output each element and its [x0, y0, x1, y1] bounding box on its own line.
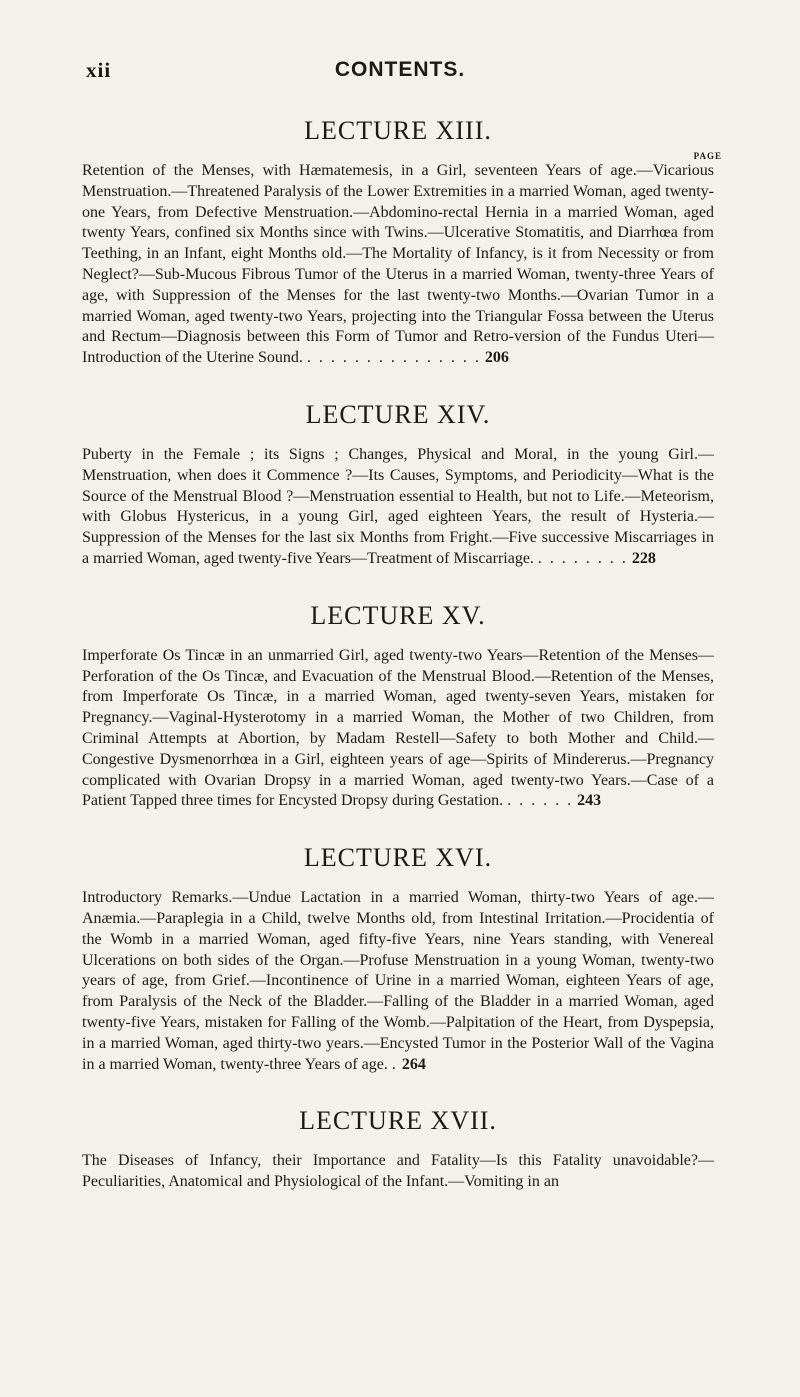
summary-text: Imperforate Os Tincæ in an unmarried Girl, aged twenty-two Years—Retention of the Menses—Perforation of the Os Tincæ, and Evacuation of the Menstrual Blood.—Retention of the Menses, from Imperforate Os Tincæ, in a married Woman, aged twenty-seven Years, mistaken for Pregnancy.—Vaginal-Hysterotomy in a married Woman, the Mother of two Children, from Criminal Attempts at Abortion, by Madam Restell—Safety to both Mother and Child.—Congestive Dysmenorrhœa in a Girl, eighteen years of age—Spirits of Mindererus.—Pregnancy complicated with Ovarian Dropsy in a married Woman, aged twenty-two Years.—Case of a Patient Tapped three times for Encysted Dropsy during Gestation.: [82, 646, 714, 810]
lecture-entry: [82, 399, 714, 570]
lecture-entry: [82, 842, 714, 1075]
running-head: [0, 58, 800, 88]
summary-text: Retention of the Menses, with Hæmatemesis, in a Girl, seventeen Years of age.—Vicarious Menstruation.—Threatened Paralysis of the Lower Extremities in a married Woman, aged twenty-one Years, from Defective Menstruation.—Abdomino-rectal Hernia in a married Woman, aged twenty Years, confined six Months since with Twins.—Ulcerative Stomatitis, and Diarrhœa from Teething, in an Infant, eight Months old.—The Mortality of Infancy, is it from Necessity or from Neglect?—Sub-Mucous Fibrous Tumor of the Uterus in a married Woman, twenty-three Years of age, with Suppression of the Menses for the last twenty-two Months.—Ovarian Tumor in a married Woman, aged twenty-two Years, projecting into the Triangular Fossa between the Uterus and Rectum—Diagnosis between this Form of Tumor and Retro-version of the Fundus Uteri—Introduction of the Uterine Sound.: [82, 162, 714, 367]
page-reference: 206: [484, 349, 509, 367]
lecture-entry: [82, 115, 722, 369]
page-column-label: PAGE: [693, 151, 722, 161]
dot-leader: . . . . . . . . . . . . . . .: [306, 349, 481, 367]
lecture-entry: [82, 600, 714, 812]
dot-leader: .: [391, 1055, 398, 1073]
lecture-heading: LECTURE XIV.: [305, 399, 491, 429]
dot-leader: . . . . . . . .: [537, 549, 628, 567]
lecture-heading: LECTURE XVII.: [299, 1106, 497, 1136]
page-number: xii: [86, 58, 112, 82]
lecture-heading: LECTURE XV.: [310, 600, 486, 630]
lecture-summary: [82, 161, 714, 369]
dot-leader: . . . . . .: [507, 792, 574, 810]
lecture-heading: LECTURE XIII.: [304, 116, 492, 145]
summary-text: Introductory Remarks.—Undue Lactation in a married Woman, thirty-two Years of age.—Anæmia.—Paraplegia in a Child, twelve Months old, from Intestinal Irritation.—Procidentia of the Womb in a married Woman, aged fifty-five Years, nine Years standing, with Venereal Ulcerations on both sides of the Organ.—Profuse Menstruation in a young Woman, twenty-two years of age, from Grief.—Incontinence of Urine in a married Woman, eighteen Years of age, from Paralysis of the Neck of the Bladder.—Falling of the Bladder in a married Woman, aged twenty-five Years, mistaken for Falling of the Womb.—Palpitation of the Heart, from Dyspepsia, in a married Woman, aged thirty-two years.—Encysted Tumor in the Posterior Wall of the Vagina in a married Woman, twenty-three Years of age.: [82, 889, 714, 1073]
page-reference: 243: [577, 792, 602, 810]
lecture-entry: [82, 1105, 714, 1193]
summary-text: Puberty in the Female ; its Signs ; Changes, Physical and Moral, in the young Girl.—Menstruation, when does it Commence ?—Its Causes, Symptoms, and Periodicity—What is the Source of the Menstrual Blood ?—Menstruation essential to Health, but not to Life.—Meteorism, with Globus Hystericus, in a young Girl, aged eighteen Years, the result of Hysteria.—Suppression of the Menses for the last six Months from Fright.—Five successive Miscarriages in a married Woman, aged twenty-five Years—Treatment of Miscarriage.: [82, 445, 714, 567]
page-reference: 228: [631, 549, 656, 567]
lecture-summary: [82, 445, 714, 570]
lecture-summary: [82, 1151, 714, 1193]
lecture-heading: LECTURE XVI.: [303, 843, 493, 873]
contents-list: [82, 115, 722, 1223]
lecture-summary: [82, 888, 714, 1075]
lecture-summary: [82, 646, 714, 812]
page-reference: 264: [401, 1055, 426, 1073]
summary-text: The Diseases of Infancy, their Importance and Fatality—Is this Fatality unavoidable?—Peculiarities, Anatomical and Physiological of the Infant.—Vomiting in an: [82, 1152, 714, 1191]
page-title: CONTENTS.: [334, 58, 466, 81]
